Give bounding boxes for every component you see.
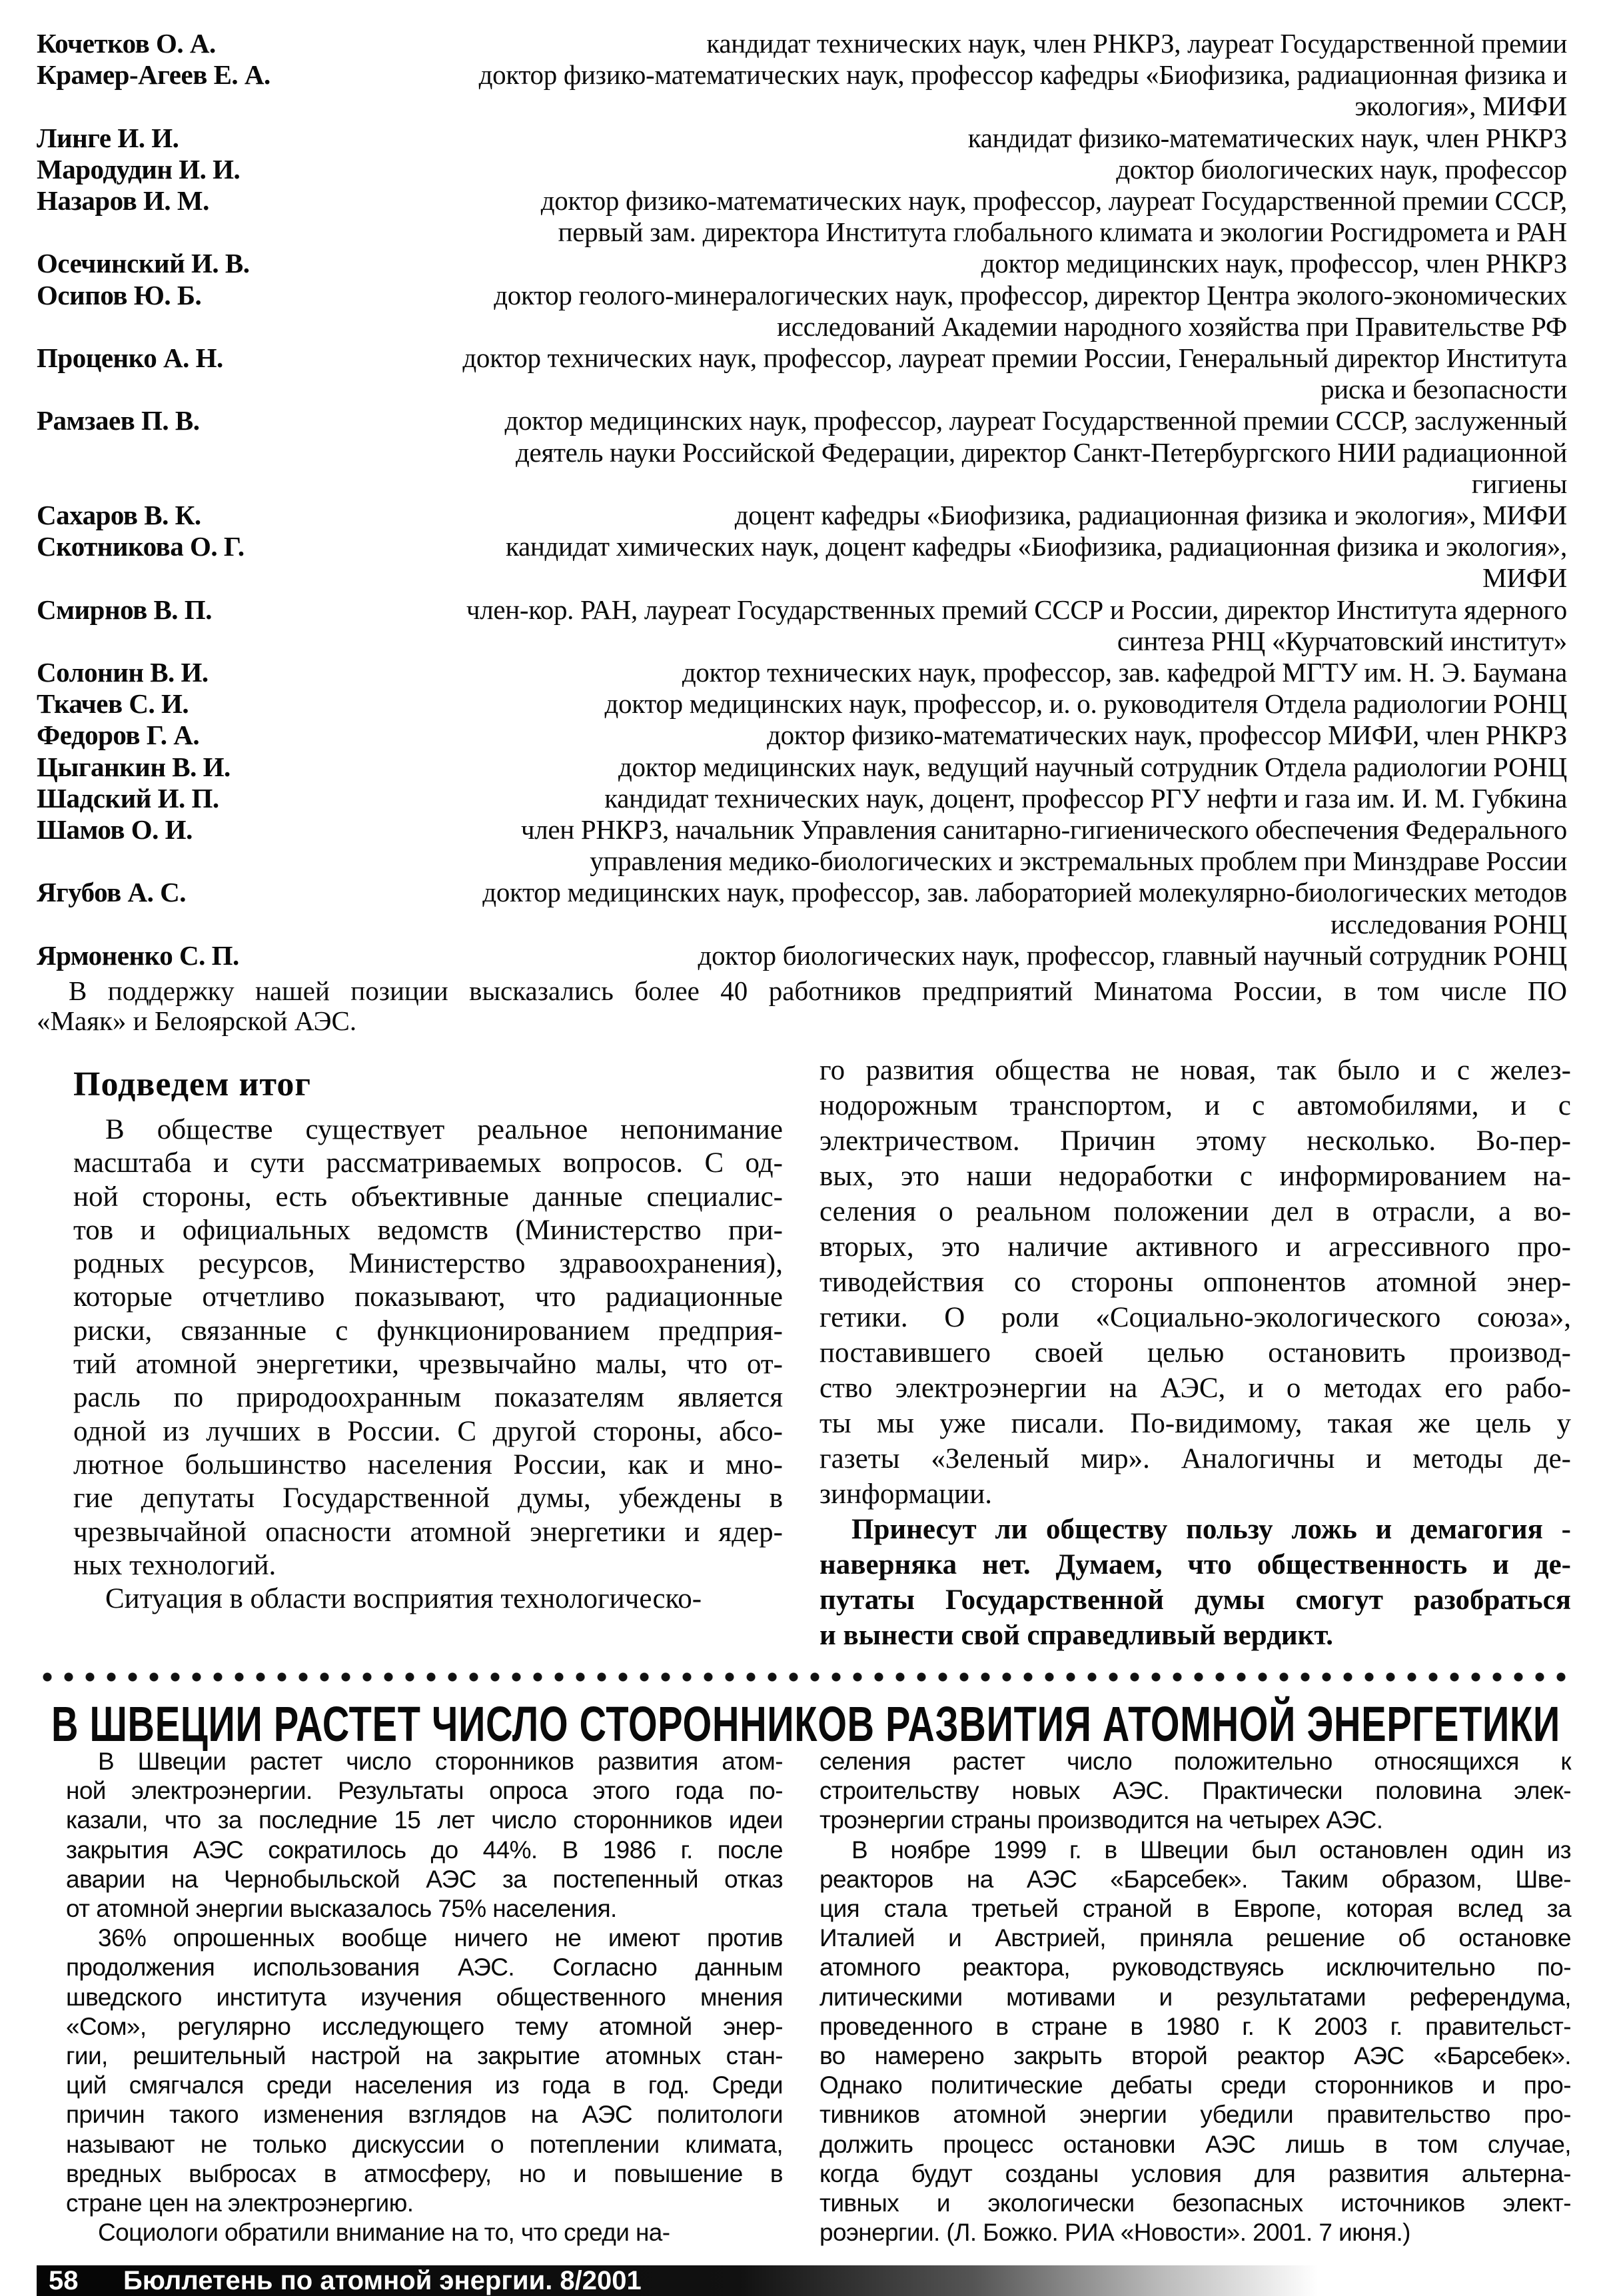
credentials-line: гигиены xyxy=(1471,468,1567,499)
signatory-name: Осечинский И. В. xyxy=(37,248,250,279)
signatory-name: Федоров Г. А. xyxy=(37,720,200,751)
signatory-credentials xyxy=(37,688,1567,720)
summary-right-column xyxy=(819,1053,1571,1653)
signatory-entry xyxy=(37,783,1567,814)
text-line: строительству новых АЭС. Практически половина элек- xyxy=(819,1777,1571,1805)
summary-left-column xyxy=(73,1113,783,1616)
text-line: зинформации. xyxy=(819,1478,993,1510)
article-left-column xyxy=(66,1747,783,2247)
credentials-line: кандидат химических наук, доцент кафедры «Биофизика, радиационная физика и экология», xyxy=(505,531,1567,562)
text-line: и вынести свой справедливый вердикт. xyxy=(819,1620,1334,1651)
credentials-line: доктор технических наук, профессор, зав. кафедрой МГТУ им. Н. Э. Баумана xyxy=(682,657,1567,688)
text-line: 36% опрошенных вообще ничего не имеют против xyxy=(98,1924,783,1952)
text-line: В ноябре 1999 г. в Швеции был остановлен один из xyxy=(851,1836,1571,1864)
signatory-entry xyxy=(37,280,1567,342)
credentials-line: деятель науки Российской Федерации, директор Санкт-Петербургского НИИ радиационной xyxy=(516,436,1567,468)
credentials-line: кандидат технических наук, доцент, профессор РГУ нефти и газа им. И. М. Губкина xyxy=(604,782,1567,814)
text-line: продолжения использования АЭС. Согласно данным xyxy=(66,1954,783,1982)
signatory-credentials xyxy=(37,154,1567,185)
signatories-list xyxy=(37,28,1567,971)
signatory-entry xyxy=(37,248,1567,279)
text-line: чрезвычайной опасности атомной энергетики и ядер- xyxy=(73,1516,783,1548)
credentials-line: доктор биологических наук, профессор xyxy=(1116,153,1567,185)
credentials-line: доктор медицинских наук, профессор, зав. лабораторией молекулярно-биологических методов xyxy=(482,877,1567,908)
signatory-credentials xyxy=(37,280,1567,342)
signatory-entry xyxy=(37,814,1567,877)
text-line: В поддержку нашей позиции высказались более 40 работников предприятий Минатома России, в том числе ПО xyxy=(69,975,1567,1006)
text-line: вых, это наши недоработки с информированием на- xyxy=(819,1161,1571,1192)
signatory-credentials xyxy=(37,783,1567,814)
credentials-line: доктор геолого-минералогических наук, профессор, директор Центра эколого-экономических xyxy=(494,279,1567,310)
signatory-name: Кочетков О. А. xyxy=(37,28,216,59)
signatory-entry xyxy=(37,342,1567,405)
credentials-line: доктор физико-математических наук, профессор МИФИ, член РНКРЗ xyxy=(767,720,1567,751)
signatory-name: Ткачев С. И. xyxy=(37,688,189,720)
article-headline xyxy=(51,1696,1560,1752)
signatory-entry xyxy=(37,752,1567,783)
text-line: селения растет число положительно относящихся к xyxy=(819,1748,1571,1775)
text-line: путаты Государственной думы смогут разобраться xyxy=(819,1584,1571,1616)
text-line: В обществе существует реальное непонимание xyxy=(105,1114,783,1145)
credentials-line: доцент кафедры «Биофизика, радиационная физика и экология», МИФИ xyxy=(734,500,1567,531)
text-line: троэнергии страны производится на четырех АЭС. xyxy=(819,1806,1383,1834)
text-line: гии, решительный настрой на закрытие атомных стан- xyxy=(66,2042,783,2070)
text-line: стране цен на электроэнергию. xyxy=(66,2189,414,2217)
article-right-column xyxy=(819,1747,1571,2247)
credentials-line: синтеза РНЦ «Курчатовский институт» xyxy=(1117,625,1567,656)
text-line: гие депутаты Государственной думы, убеждены в xyxy=(73,1482,783,1514)
credentials-line: исследований Академии народного хозяйства при Правительстве РФ xyxy=(777,310,1567,342)
credentials-line: доктор медицинских наук, ведущий научный сотрудник Отдела радиологии РОНЦ xyxy=(618,751,1567,782)
credentials-line: исследования РОНЦ xyxy=(1331,908,1567,939)
text-line: риски, связанные с функционированием предприя- xyxy=(73,1315,783,1347)
text-line: во намерено закрыть второй реактор АЭС «Барсебек». xyxy=(819,2042,1571,2070)
headline-text: В ШВЕЦИИ РАСТЕТ ЧИСЛО СТОРОННИКОВ РАЗВИТИЯ АТОМНОЙ ЭНЕРГЕТИКИ xyxy=(51,1696,1560,1752)
text-line: го развития общества не новая, так было и с желез- xyxy=(819,1055,1571,1086)
signatory-entry xyxy=(37,531,1567,594)
credentials-line: кандидат физико-математических наук, член РНКРЗ xyxy=(967,122,1567,153)
text-line: причин такого изменения взглядов на АЭС политологи xyxy=(66,2101,783,2129)
page-footer xyxy=(37,2265,1599,2296)
text-line: Социологи обратили внимание на то, что среди на- xyxy=(98,2219,670,2247)
text-line: селения о реальном положении дел в отрасли, а во- xyxy=(819,1196,1571,1227)
text-line: наверняка нет. Думаем, что общественность и де- xyxy=(819,1549,1571,1580)
signatory-name: Мародудин И. И. xyxy=(37,153,241,185)
text-line: одной из лучших в России. С другой стороны, абсо- xyxy=(73,1415,783,1447)
signatory-credentials xyxy=(37,657,1567,688)
signatory-name: Шамов О. И. xyxy=(37,814,193,846)
text-line: масштаба и сути рассматриваемых вопросов. С од- xyxy=(73,1147,783,1179)
credentials-line: МИФИ xyxy=(1482,562,1567,594)
signatory-credentials xyxy=(37,752,1567,783)
text-line: родных ресурсов, Министерство здравоохранения), xyxy=(73,1248,783,1280)
signatory-entry xyxy=(37,123,1567,154)
text-line: ты мы уже писали. По-видимому, такая же цель у xyxy=(819,1408,1571,1439)
text-line: литическими мотивами и результатами референдума, xyxy=(819,1983,1571,2011)
signatory-name: Осипов Ю. Б. xyxy=(37,279,202,310)
text-line: расль по природоохранным показателям является xyxy=(73,1382,783,1414)
signatory-name: Скотникова О. Г. xyxy=(37,531,245,562)
text-line: проведенного в стране в 1980 г. К 2003 г. правительст- xyxy=(819,2012,1571,2040)
text-line: электричеством. Причин этому несколько. Во-пер- xyxy=(819,1125,1571,1157)
text-line: лютное большинство населения России, как и мно- xyxy=(73,1448,783,1480)
text-line: ной электроэнергии. Результаты опроса этого года по- xyxy=(66,1777,783,1805)
text-line: называют не только дискуссии о потеплении климата, xyxy=(66,2130,783,2158)
signatory-name: Сахаров В. К. xyxy=(37,500,201,531)
credentials-line: управления медико-биологических и экстремальных проблем при Минздраве России xyxy=(590,846,1567,877)
text-line: Принесут ли обществу пользу ложь и демагогия - xyxy=(851,1514,1571,1545)
text-line: аварии на Чернобыльской АЭС за постепенный отказ xyxy=(66,1865,783,1893)
text-line: ция стала третьей страной в Европе, которая вслед за xyxy=(819,1895,1571,1923)
credentials-line: член-кор. РАН, лауреат Государственных премий СССР и России, директор Института ядерного xyxy=(466,594,1567,625)
signatory-name: Солонин В. И. xyxy=(37,657,209,688)
support-paragraph xyxy=(37,976,1567,1036)
text-line: «Сом», регулярно исследующего тему атомной энер- xyxy=(66,2012,783,2040)
text-line: тивных и экологически безопасных источников элект- xyxy=(819,2189,1571,2217)
signatory-entry xyxy=(37,500,1567,531)
signatory-name: Назаров И. М. xyxy=(37,185,209,217)
signatory-credentials xyxy=(37,940,1567,971)
signatory-entry xyxy=(37,720,1567,751)
text-line: газеты «Зеленый мир». Аналогичны и методы де- xyxy=(819,1443,1571,1474)
text-line: казали, что за последние 15 лет число сторонников идеи xyxy=(66,1806,783,1834)
signatory-credentials xyxy=(37,28,1567,59)
signatory-entry xyxy=(37,59,1567,122)
signatory-credentials xyxy=(37,594,1567,657)
text-line: реакторов на АЭС «Барсебек». Таким образом, Шве- xyxy=(819,1865,1571,1893)
text-line: тивников атомной энергии убедили правительство про- xyxy=(819,2101,1571,2129)
text-line: тиводействия со стороны оппонентов атомной энер- xyxy=(819,1267,1571,1298)
dotted-divider xyxy=(37,1671,1569,1683)
credentials-line: доктор медицинских наук, профессор, и. о. руководителя Отдела радиологии РОНЦ xyxy=(604,688,1567,720)
signatory-credentials xyxy=(37,405,1567,500)
signatory-name: Цыганкин В. И. xyxy=(37,751,231,782)
text-line: вторых, это наличие активного и агрессивного про- xyxy=(819,1231,1571,1263)
signatory-credentials xyxy=(37,248,1567,279)
text-line: должить процесс остановки АЭС лишь в том случае, xyxy=(819,2130,1571,2158)
credentials-line: риска и безопасности xyxy=(1321,374,1567,405)
text-line: тов и официальных ведомств (Министерство при- xyxy=(73,1214,783,1246)
signatory-entry xyxy=(37,594,1567,657)
signatory-credentials xyxy=(37,123,1567,154)
credentials-line: кандидат технических наук, член РНКРЗ, лауреат Государственной премии xyxy=(706,28,1567,59)
credentials-line: доктор технических наук, профессор, лауреат премии России, Генеральный директор Института xyxy=(462,342,1567,374)
signatory-name: Крамер-Агеев Е. А. xyxy=(37,59,270,91)
text-line: «Маяк» и Белоярской АЭС. xyxy=(37,1005,357,1036)
text-line: атомного реактора, руководствуясь исключительно по- xyxy=(819,1954,1571,1982)
page-number: 58 xyxy=(49,2266,79,2295)
signatory-credentials xyxy=(37,720,1567,751)
signatory-name: Шадский И. П. xyxy=(37,782,219,814)
text-line: В Швеции растет число сторонников развития атом- xyxy=(98,1748,783,1775)
text-line: поставившего своей целью остановить производ- xyxy=(819,1337,1571,1369)
signatory-entry xyxy=(37,185,1567,248)
text-line: от атомной энергии высказалось 75% населения. xyxy=(66,1895,617,1923)
signatory-credentials xyxy=(37,877,1567,939)
text-line: вредных выбросах в атмосферу, но и повышение в xyxy=(66,2159,783,2187)
signatory-name: Линге И. И. xyxy=(37,122,179,153)
credentials-line: доктор физико-математических наук, профессор, лауреат Государственной премии СССР, xyxy=(540,185,1567,217)
signatory-credentials xyxy=(37,185,1567,248)
signatory-entry xyxy=(37,940,1567,971)
text-line: гетики. О роли «Социально-экологического союза», xyxy=(819,1302,1571,1333)
text-line: Однако политические дебаты среди сторонников и про- xyxy=(819,2071,1571,2099)
signatory-entry xyxy=(37,688,1567,720)
publication-title: Бюллетень по атомной энергии. 8/2001 xyxy=(123,2266,642,2295)
text-line: Италией и Австрией, приняла решение об остановке xyxy=(819,1924,1571,1952)
credentials-line: экология», МИФИ xyxy=(1354,91,1567,122)
signatory-name: Ярмоненко С. П. xyxy=(37,939,239,971)
text-line: ство электроэнергии на АЭС, и о методах его рабо- xyxy=(819,1373,1571,1404)
signatory-credentials xyxy=(37,342,1567,405)
text-line: ной стороны, есть объективные данные специалис- xyxy=(73,1181,783,1213)
text-line: тий атомной энергетики, чрезвычайно малы, что от- xyxy=(73,1349,783,1381)
text-line: нодорожным транспортом, и с автомобилями, и с xyxy=(819,1090,1571,1121)
signatory-name: Смирнов В. П. xyxy=(37,594,212,625)
signatory-entry xyxy=(37,877,1567,939)
text-line: ций смягчался среди населения из года в год. Среди xyxy=(66,2071,783,2099)
credentials-line: член РНКРЗ, начальник Управления санитарно-гигиенического обеспечения Федерального xyxy=(520,814,1567,846)
text-line: шведского института изучения общественного мнения xyxy=(66,1983,783,2011)
credentials-line: доктор физико-математических наук, профессор кафедры «Биофизика, радиационная физика и xyxy=(478,59,1567,91)
text-line: Ситуация в области восприятия технологическо- xyxy=(105,1583,702,1615)
signatory-credentials xyxy=(37,531,1567,594)
signatory-entry xyxy=(37,28,1567,59)
text-line: закрытия АЭС сократилось до 44%. В 1986 г. после xyxy=(66,1836,783,1864)
text-line: которые отчетливо показывают, что радиационные xyxy=(73,1281,783,1313)
signatory-name: Рамзаев П. В. xyxy=(37,405,200,436)
section-heading: Подведем итог xyxy=(73,1065,311,1103)
credentials-line: первый зам. директора Института глобального климата и экологии Росгидромета и РАН xyxy=(558,217,1567,248)
text-line: ных технологий. xyxy=(73,1549,276,1581)
text-line: роэнергии. (Л. Божко. РИА «Новости». 2001. 7 июня.) xyxy=(819,2219,1410,2247)
signatory-entry xyxy=(37,657,1567,688)
signatory-credentials xyxy=(37,814,1567,877)
credentials-line: доктор медицинских наук, профессор, лауреат Государственной премии СССР, заслуженный xyxy=(504,405,1567,436)
signatory-name: Ягубов А. С. xyxy=(37,877,186,908)
credentials-line: доктор биологических наук, профессор, главный научный сотрудник РОНЦ xyxy=(698,939,1567,971)
signatory-name: Проценко А. Н. xyxy=(37,342,223,374)
signatory-credentials xyxy=(37,500,1567,531)
signatory-entry xyxy=(37,405,1567,500)
signatory-entry xyxy=(37,154,1567,185)
text-line: когда будут созданы условия для развития альтерна- xyxy=(819,2159,1571,2187)
credentials-line: доктор медицинских наук, профессор, член РНКРЗ xyxy=(981,248,1567,279)
